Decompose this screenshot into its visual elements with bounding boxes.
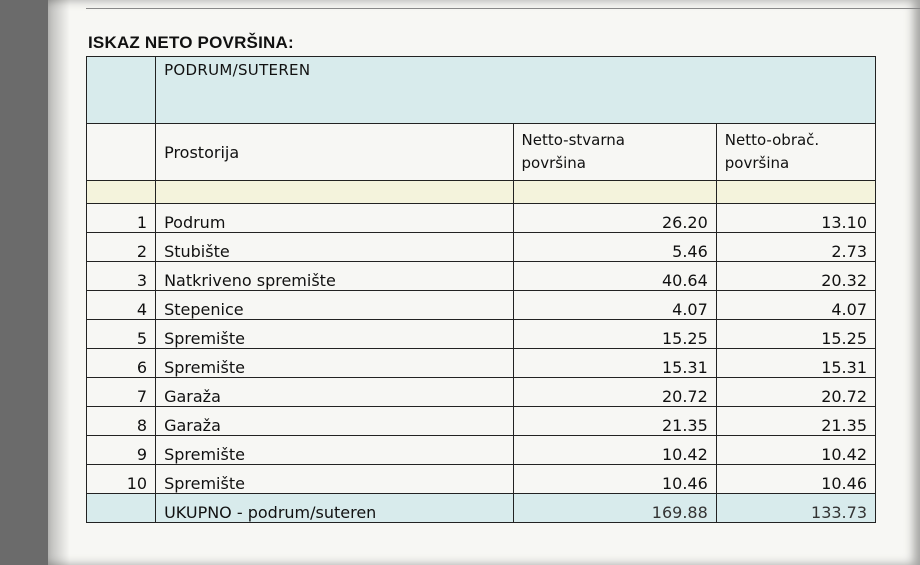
row-number: 6	[87, 349, 156, 378]
spacer-cell	[513, 181, 716, 204]
total-row	[87, 494, 876, 523]
table-row	[87, 320, 876, 349]
header-calc-area-line2: površina	[724, 154, 790, 172]
table-row	[87, 204, 876, 233]
total-label: UKUPNO - podrum/suteren	[156, 494, 513, 523]
table-row	[87, 378, 876, 407]
page-edge-shadow	[48, 0, 70, 565]
real-area-value: 21.35	[513, 407, 716, 436]
net-area-table	[86, 56, 876, 523]
calc-area-value: 15.31	[716, 349, 875, 378]
header-real-area-line1: Netto-stvarna	[521, 131, 625, 149]
real-area-value: 40.64	[513, 262, 716, 291]
top-rule	[86, 8, 920, 9]
row-number: 7	[87, 378, 156, 407]
calc-area-value: 20.72	[716, 378, 875, 407]
real-area-value: 15.25	[513, 320, 716, 349]
spacer-cell	[87, 181, 156, 204]
row-number: 2	[87, 233, 156, 262]
total-calc-area: 133.73	[716, 494, 875, 523]
spacer-row	[87, 181, 876, 204]
table-row	[87, 349, 876, 378]
header-real-area	[513, 124, 716, 181]
room-name: Stubište	[156, 233, 513, 262]
total-real-area: 169.88	[513, 494, 716, 523]
real-area-value: 4.07	[513, 291, 716, 320]
row-number: 10	[87, 465, 156, 494]
spacer-cell	[156, 181, 513, 204]
calc-area-value: 13.10	[716, 204, 875, 233]
room-name: Spremište	[156, 349, 513, 378]
total-no-cell	[87, 494, 156, 523]
header-row	[87, 124, 876, 181]
table-row	[87, 465, 876, 494]
table-row	[87, 262, 876, 291]
row-number: 4	[87, 291, 156, 320]
calc-area-value: 10.42	[716, 436, 875, 465]
table-row	[87, 436, 876, 465]
room-name: Spremište	[156, 465, 513, 494]
calc-area-value: 2.73	[716, 233, 875, 262]
header-room: Prostorija	[156, 124, 513, 181]
room-name: Natkriveno spremište	[156, 262, 513, 291]
real-area-value: 10.46	[513, 465, 716, 494]
header-calc-area	[716, 124, 875, 181]
real-area-value: 10.42	[513, 436, 716, 465]
calc-area-value: 20.32	[716, 262, 875, 291]
real-area-value: 20.72	[513, 378, 716, 407]
table-row	[87, 233, 876, 262]
room-name: Spremište	[156, 436, 513, 465]
room-name: Spremište	[156, 320, 513, 349]
calc-area-value: 10.46	[716, 465, 875, 494]
real-area-value: 15.31	[513, 349, 716, 378]
header-calc-area-line1: Netto-obrač.	[724, 131, 820, 149]
page-heading: ISKAZ NETO POVRŠINA:	[88, 33, 294, 52]
section-row	[87, 57, 876, 124]
spacer-cell	[716, 181, 875, 204]
calc-area-value: 21.35	[716, 407, 875, 436]
row-number: 1	[87, 204, 156, 233]
room-name: Podrum	[156, 204, 513, 233]
row-number: 9	[87, 436, 156, 465]
row-number: 5	[87, 320, 156, 349]
calc-area-value: 4.07	[716, 291, 875, 320]
room-name: Stepenice	[156, 291, 513, 320]
room-name: Garaža	[156, 378, 513, 407]
header-real-area-line2: površina	[521, 154, 586, 172]
room-name: Garaža	[156, 407, 513, 436]
real-area-value: 5.46	[513, 233, 716, 262]
real-area-value: 26.20	[513, 204, 716, 233]
calc-area-value: 15.25	[716, 320, 875, 349]
section-no-cell	[87, 57, 156, 124]
section-title: PODRUM/SUTEREN	[156, 57, 876, 124]
row-number: 3	[87, 262, 156, 291]
row-number: 8	[87, 407, 156, 436]
table-row	[87, 407, 876, 436]
header-no-cell	[87, 124, 156, 181]
table-row	[87, 291, 876, 320]
